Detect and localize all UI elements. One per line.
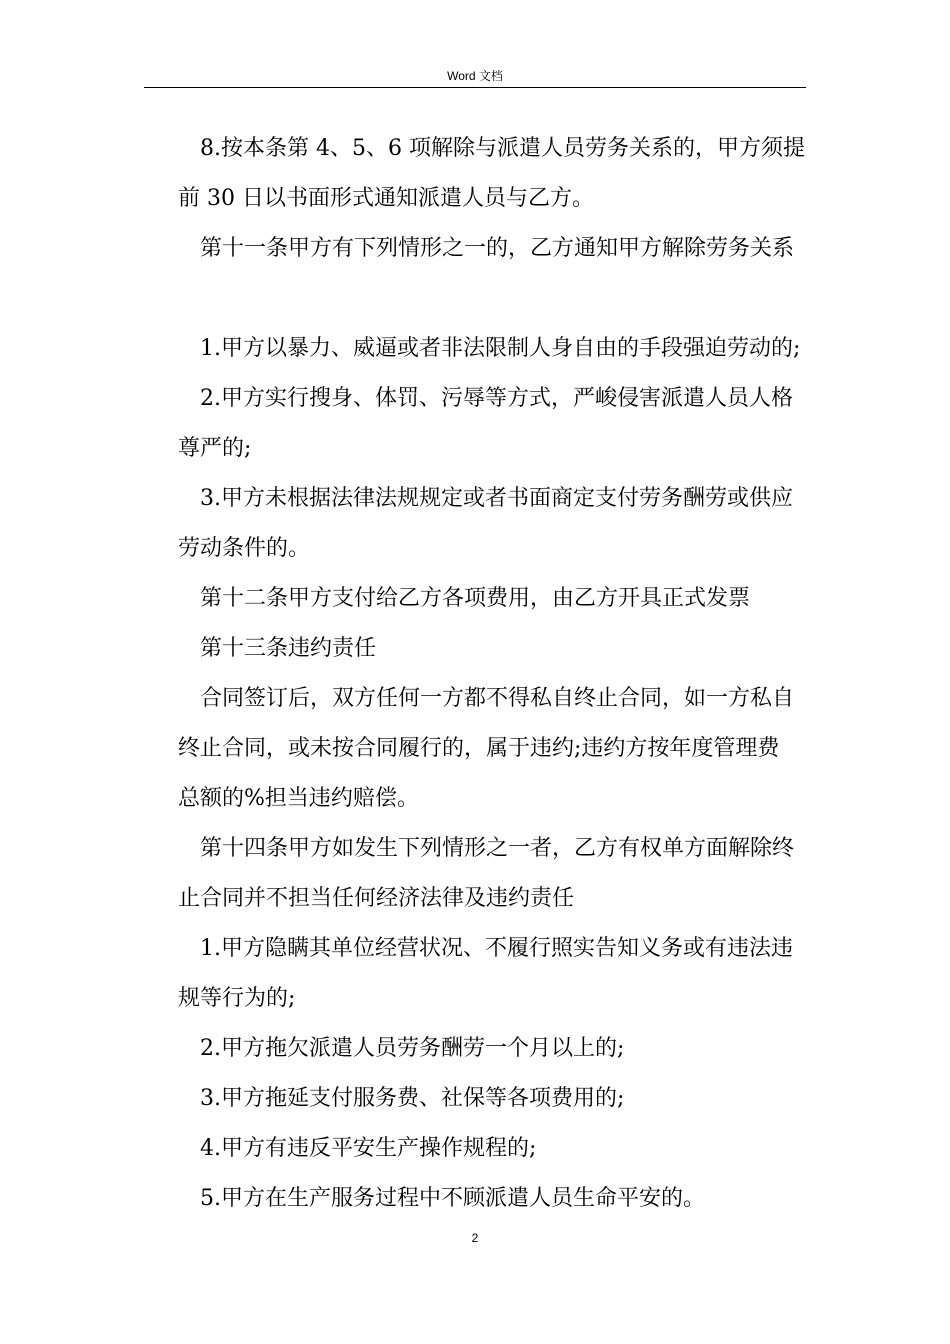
body-line: 5.甲方在生产服务过程中不顾派遣人员生命平安的。: [200, 1186, 705, 1211]
body-line: 止合同并不担当任何经济法律及违约责任: [178, 886, 575, 911]
body-line: 第十四条甲方如发生下列情形之一者，乙方有权单方面解除终: [200, 836, 795, 861]
body-line: 2.甲方拖欠派遣人员劳务酬劳一个月以上的;: [200, 1036, 625, 1061]
body-line: 劳动条件的。: [178, 536, 311, 561]
body-line: 1.甲方隐瞒其单位经营状况、不履行照实告知义务或有违法违: [200, 936, 793, 961]
body-line: 合同签订后，双方任何一方都不得私自终止合同，如一方私自: [200, 686, 795, 711]
body-line: 第十二条甲方支付给乙方各项费用，由乙方开具正式发票: [200, 586, 751, 611]
body-line: 规等行为的;: [178, 986, 296, 1011]
body-line: 3.甲方拖延支付服务费、社保等各项费用的;: [200, 1086, 625, 1111]
body-line: 3.甲方未根据法律法规规定或者书面商定支付劳务酬劳或供应: [200, 486, 793, 511]
body-line: 前 30 日以书面形式通知派遣人员与乙方。: [178, 186, 594, 211]
page-header-title: Word 文档: [447, 69, 503, 83]
page-number: 2: [471, 1231, 479, 1245]
body-line: 2.甲方实行搜身、体罚、污辱等方式，严峻侵害派遣人员人格: [200, 386, 793, 411]
header-divider: [144, 87, 806, 88]
body-line: 4.甲方有违反平安生产操作规程的;: [200, 1136, 537, 1161]
body-line: 终止合同，或未按合同履行的，属于违约;违约方按年度管理费: [178, 736, 780, 761]
body-line: 第十三条违约责任: [200, 636, 377, 661]
body-line: 尊严的;: [178, 436, 252, 461]
body-line: 第十一条甲方有下列情形之一的，乙方通知甲方解除劳务关系: [200, 236, 795, 261]
body-line: 总额的%担当违约赔偿。: [178, 786, 419, 811]
body-line: 1.甲方以暴力、威逼或者非法限制人身自由的手段强迫劳动的;: [200, 336, 801, 361]
body-line: 8.按本条第 4、5、6 项解除与派遣人员劳务关系的，甲方须提: [200, 136, 805, 161]
